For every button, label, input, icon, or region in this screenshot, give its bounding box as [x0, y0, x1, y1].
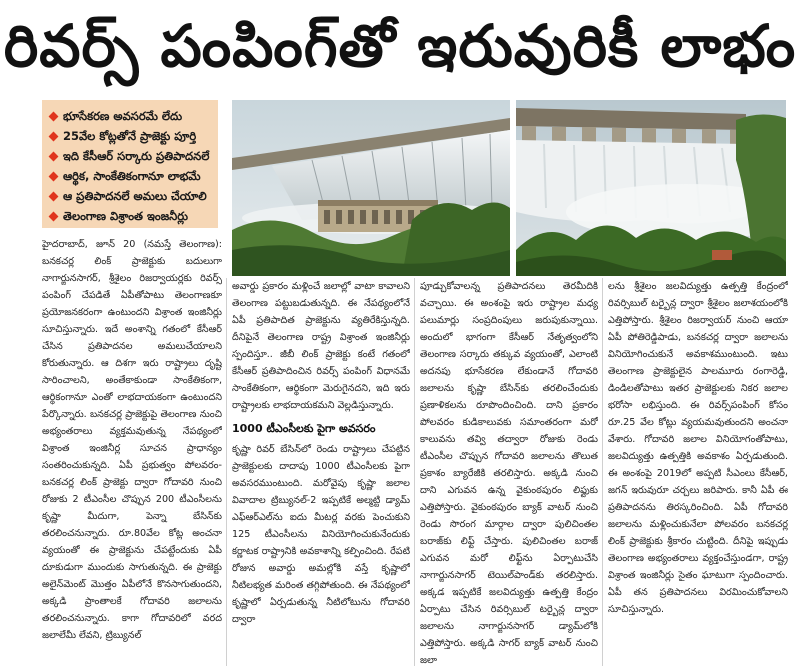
highlight-item: తెలంగాణ విశ్రాంత ఇంజనీర్లు: [50, 206, 214, 226]
diamond-bullet-icon: [49, 111, 59, 121]
column-divider: [602, 278, 603, 666]
highlight-item: భూసేకరణ అవసరమే లేదు: [50, 106, 214, 126]
article-column-4: లను శ్రీశైలం జలవిద్యుత్తు ఉత్పత్తి కేంద్రంలో రివర్సిబుల్ టర్బైన్ల ద్వారా శ్రీశైలం జలాశయంలోకి ఎత్తిపోస్తారు. శ్రీశైలం రిజర్వాయర్ నుంచి ఆయా ఏపీ పోతిరెడ్డిపాడు, బనకచర్ల ద్వారా జలాలను వినియోగించుకునే అవకాశముంటుంది. ఇటు తెలంగాణ ప్రాజెక్టులైన పాలమూరు రంగారెడ్డి, డిండిలతోపాటు ఇతర ప్రాజెక్టులకు నికర జలాల భరోసా లభిస్తుంది. ఈ రివర్స్‌పంపింగ్ కోసం రూ.25 వేల కోట్లు వ్యయమవుతుందని అంచనా వేశారు. గోదావరి జలాల వినియోగంతోపాటు, జలవిద్యుత్తు ఉత్పత్తికి అవకాశం ఏర్పడుతుంది. ఈ అంశంపై 2019లో అప్పటి సీఎంలు కేసీఆర్, జగన్ ఇరువురూ చర్చలు జరిపారు. కానీ ఏపీ ఈ ప్రతిపాదనను తిరస్కరించింది. ఏపీ గోదావరి జలాలను మళ్లించుకునేలా పోలవరం బనకచర్ల లింక్ ప్రాజెక్టుకు శ్రీకారం చుట్టింది. దీనిపై ఇప్పుడు తెలంగాణ అభ్యంతరాలు వ్యక్తంచేస్తుండగా, రాష్ట్ర విశ్రాంత ఇంజినీర్లు సైతం ఘాటుగా స్పందించారు. ఏపీ తన ప్రతిపాదనలు విరమించుకోవాలని సూచిస్తున్నారు.: [608, 281, 788, 615]
highlight-item: ఆర్థిక, సాంకేతికంగానూ లాభమే: [50, 166, 214, 186]
headline: రివర్స్ పంపింగ్‌తో ఇరువురికీ లాభం: [3, 12, 797, 80]
diamond-bullet-icon: [49, 191, 59, 201]
column-divider: [414, 278, 415, 666]
diamond-bullet-icon: [49, 211, 59, 221]
article-column-3: పూడ్చుకోవాలన్న ప్రతిపాదనలు తెరమీదికి వచ్చాయి. ఈ అంశంపై ఇరు రాష్ట్రాల మధ్య పలుమార్లు సంప్రదింపులు జరుపుకున్నాయి. అందులో భాగంగా కేసీఆర్ నేతృత్వంలోని తెలంగాణ సర్కారు తక్కువ వ్యయంతో, ఎలాంటి అదనపు భూసేకరణ లేకుండానే గోదావరి జలాలను కృష్ణా బేసిన్‌కు తరలించేందుకు ప్రణాళికలను రూపొందించింది. దాని ప్రకారం పోలవరం కుడికాలువకు సమాంతరంగా మరో కాలువను తవ్వి తద్వారా రోజుకు రెండు టీఎంసీల చొప్పున గోదావరి జలాలను తొలుత ప్రకాశం బ్యారేజీకి తరలిస్తారు. అక్కడి నుంచి దాని ఎగువన ఉన్న వైకుంఠపురం లిఫ్టుకు ఎత్తిపోస్తారు. వైకుంఠపురం బ్యాక్ వాటర్ నుంచి రెండు సొరంగ మార్గాల ద్వారా పులిచింతల బరాజ్‌కు లిఫ్ట్ చేస్తారు. పులిచింతల బరాజ్ ఎగువన మరో లిఫ్ట్‌ను ఏర్పాటుచేసి నాగార్జునసాగర్ టెయిల్‌పాండ్‌కు తరలిస్తారు. అక్కడ ఇప్పటికే జలవిద్యుత్తు ఉత్పత్తి కేంద్రం ఏర్పాటు చేసిన రివర్సిబుల్ టర్బైన్ల ద్వారా జలాలను నాగార్జునసాగర్ డ్యామ్‌లోకి ఎత్తిపోస్తారు. అక్కడి సాగర్ బ్యాక్ వాటర్ నుంచి జలా: [420, 281, 598, 666]
highlight-item: ఇది కేసీఆర్ సర్కారు ప్రతిపాదనలే: [50, 146, 214, 166]
diamond-bullet-icon: [49, 171, 59, 181]
subheading: 1000 టీఎంసీలకు పైగా అవసరం: [232, 422, 376, 435]
highlights-box: [42, 100, 218, 228]
diamond-bullet-icon: [49, 131, 59, 141]
highlight-item: 25వేల కోట్లతోనే ప్రాజెక్టు పూర్తి: [50, 126, 214, 146]
diamond-bullet-icon: [49, 151, 59, 161]
article-column-1: హైదరాబాద్, జూన్ 20 (నమస్తే తెలంగాణ): బనకచర్ల లింక్ ప్రాజెక్టుకు బదులుగా నాగార్జునసాగర్, శ్రీశైలం రిజర్వాయర్లకు రివర్స్ పంపింగ్ చేపడితే ఏపీతోపాటు తెలంగాణకూ ప్రయోజనకరంగా ఉంటుందని విశ్రాంత ఇంజినీర్లు సూచిస్తున్నారు. ఇదే అంశాన్ని గతంలో కేసీఆర్ చేసిన ప్రతిపాదనల అమలుచేయాలని కోరుతున్నారు. ఆ దిశగా ఇరు రాష్ట్రాలు దృష్టి సారించాలని, అంతేకాకుండా సాంకేతికంగా, ఆర్థికంగానూ ఎంతో లాభదాయకంగా ఉంటుందని పేర్కొన్నారు. బనకచర్ల ప్రాజెక్టుపై తెలంగాణ నుంచి అభ్యంతరాలు వ్యక్తమవుతున్న నేపథ్యంలో విశ్రాంత ఇంజినీర్ల సూచన ప్రాధాన్యం సంతరించుకున్నది. ఏపీ ప్రభుత్వం పోలవరం-బనకచర్ల లింక్ ప్రాజెక్టు ద్వారా గోదావరి నుంచి రోజుకు 2 టీఎంసీల చొప్పున 200 టీఎంసీలను కృష్ణా మీదుగా, పెన్నా బేసిన్‌కు తరలించనున్నారు. రూ.80వేల కోట్ల అంచనా వ్యయంతో ఈ ప్రాజెక్టును చేపట్టేందుకు ఏపీ దూకుడుగా ముందుకు సాగుతున్నది. ఈ ప్రాజెక్టు అలైన్‌మెంట్ మొత్తం ఏపీలోనే కొనసాగుతుందని, అక్కడి ప్రాంతాలకే గోదావరి జలాలను తరలించనున్నారు. కాగా గోదావరిలో వరద జలాలేమీ లేవని, ట్రిబ్యునల్: [42, 239, 222, 641]
highlight-item: ఆ ప్రతిపాదనలే అమలు చేయాలి: [50, 186, 214, 206]
dam-photo-wide: [232, 100, 510, 276]
column-divider: [226, 278, 227, 666]
dam-gates-photo: [516, 100, 786, 276]
article-column-2: అవార్డు ప్రకారం మళ్లించే జలాల్లో వాటా కావాలని తెలంగాణ పట్టుబడుతున్నది. ఈ నేపథ్యంలోనే ఏపీ ప్రతిపాదిత ప్రాజెక్టును వ్యతిరేకిస్తున్నది. దీనిపైనే తెలంగాణ రాష్ట్ర విశ్రాంత ఇంజినీర్లు స్పందిస్తూ.. జీబీ లింక్ ప్రాజెక్టు కంటే గతంలో కేసీఆర్ ప్రతిపాదించిన రివర్స్ పంపింగ్ విధానమే సాంకేతికంగా, ఆర్థికంగా మెరుగైనదని, ఇది ఇరు రాష్ట్రాలకు లాభదాయకమని వెల్లడిస్తున్నారు. 1000 టీఎంసీలకు పైగా అవసరం కృష్ణా రివర్ బేసిన్‌లో రెండు రాష్ట్రాలు చేపట్టిన ప్రాజెక్టులకు దాదాపు 1000 టీఎంసీలకు పైగా అవసరముంటుంది. మరోవైపు కృష్ణా జలాల వివాదాల ట్రిబ్యునల్-2 ఇప్పటికే అల్మట్టి డ్యామ్ ఎఫ్‌ఆర్‌ఎల్‌ను ఐదు మీటర్ల వరకు పెంచుకుని 125 టీఎంసీలను వినియోగించుకునేందుకు కర్ణాటక రాష్ట్రానికి అవకాశాన్ని కల్పించింది. రేపటి రోజున అవార్డు అమల్లోకి వస్తే కృష్ణాలో నీటిలభ్యత మరింత తగ్గిపోతుంది. ఈ నేపథ్యంలో కృష్ణాలో ఏర్పడుతున్న నీటిలోటును గోదావరి ద్వారా: [232, 281, 410, 625]
